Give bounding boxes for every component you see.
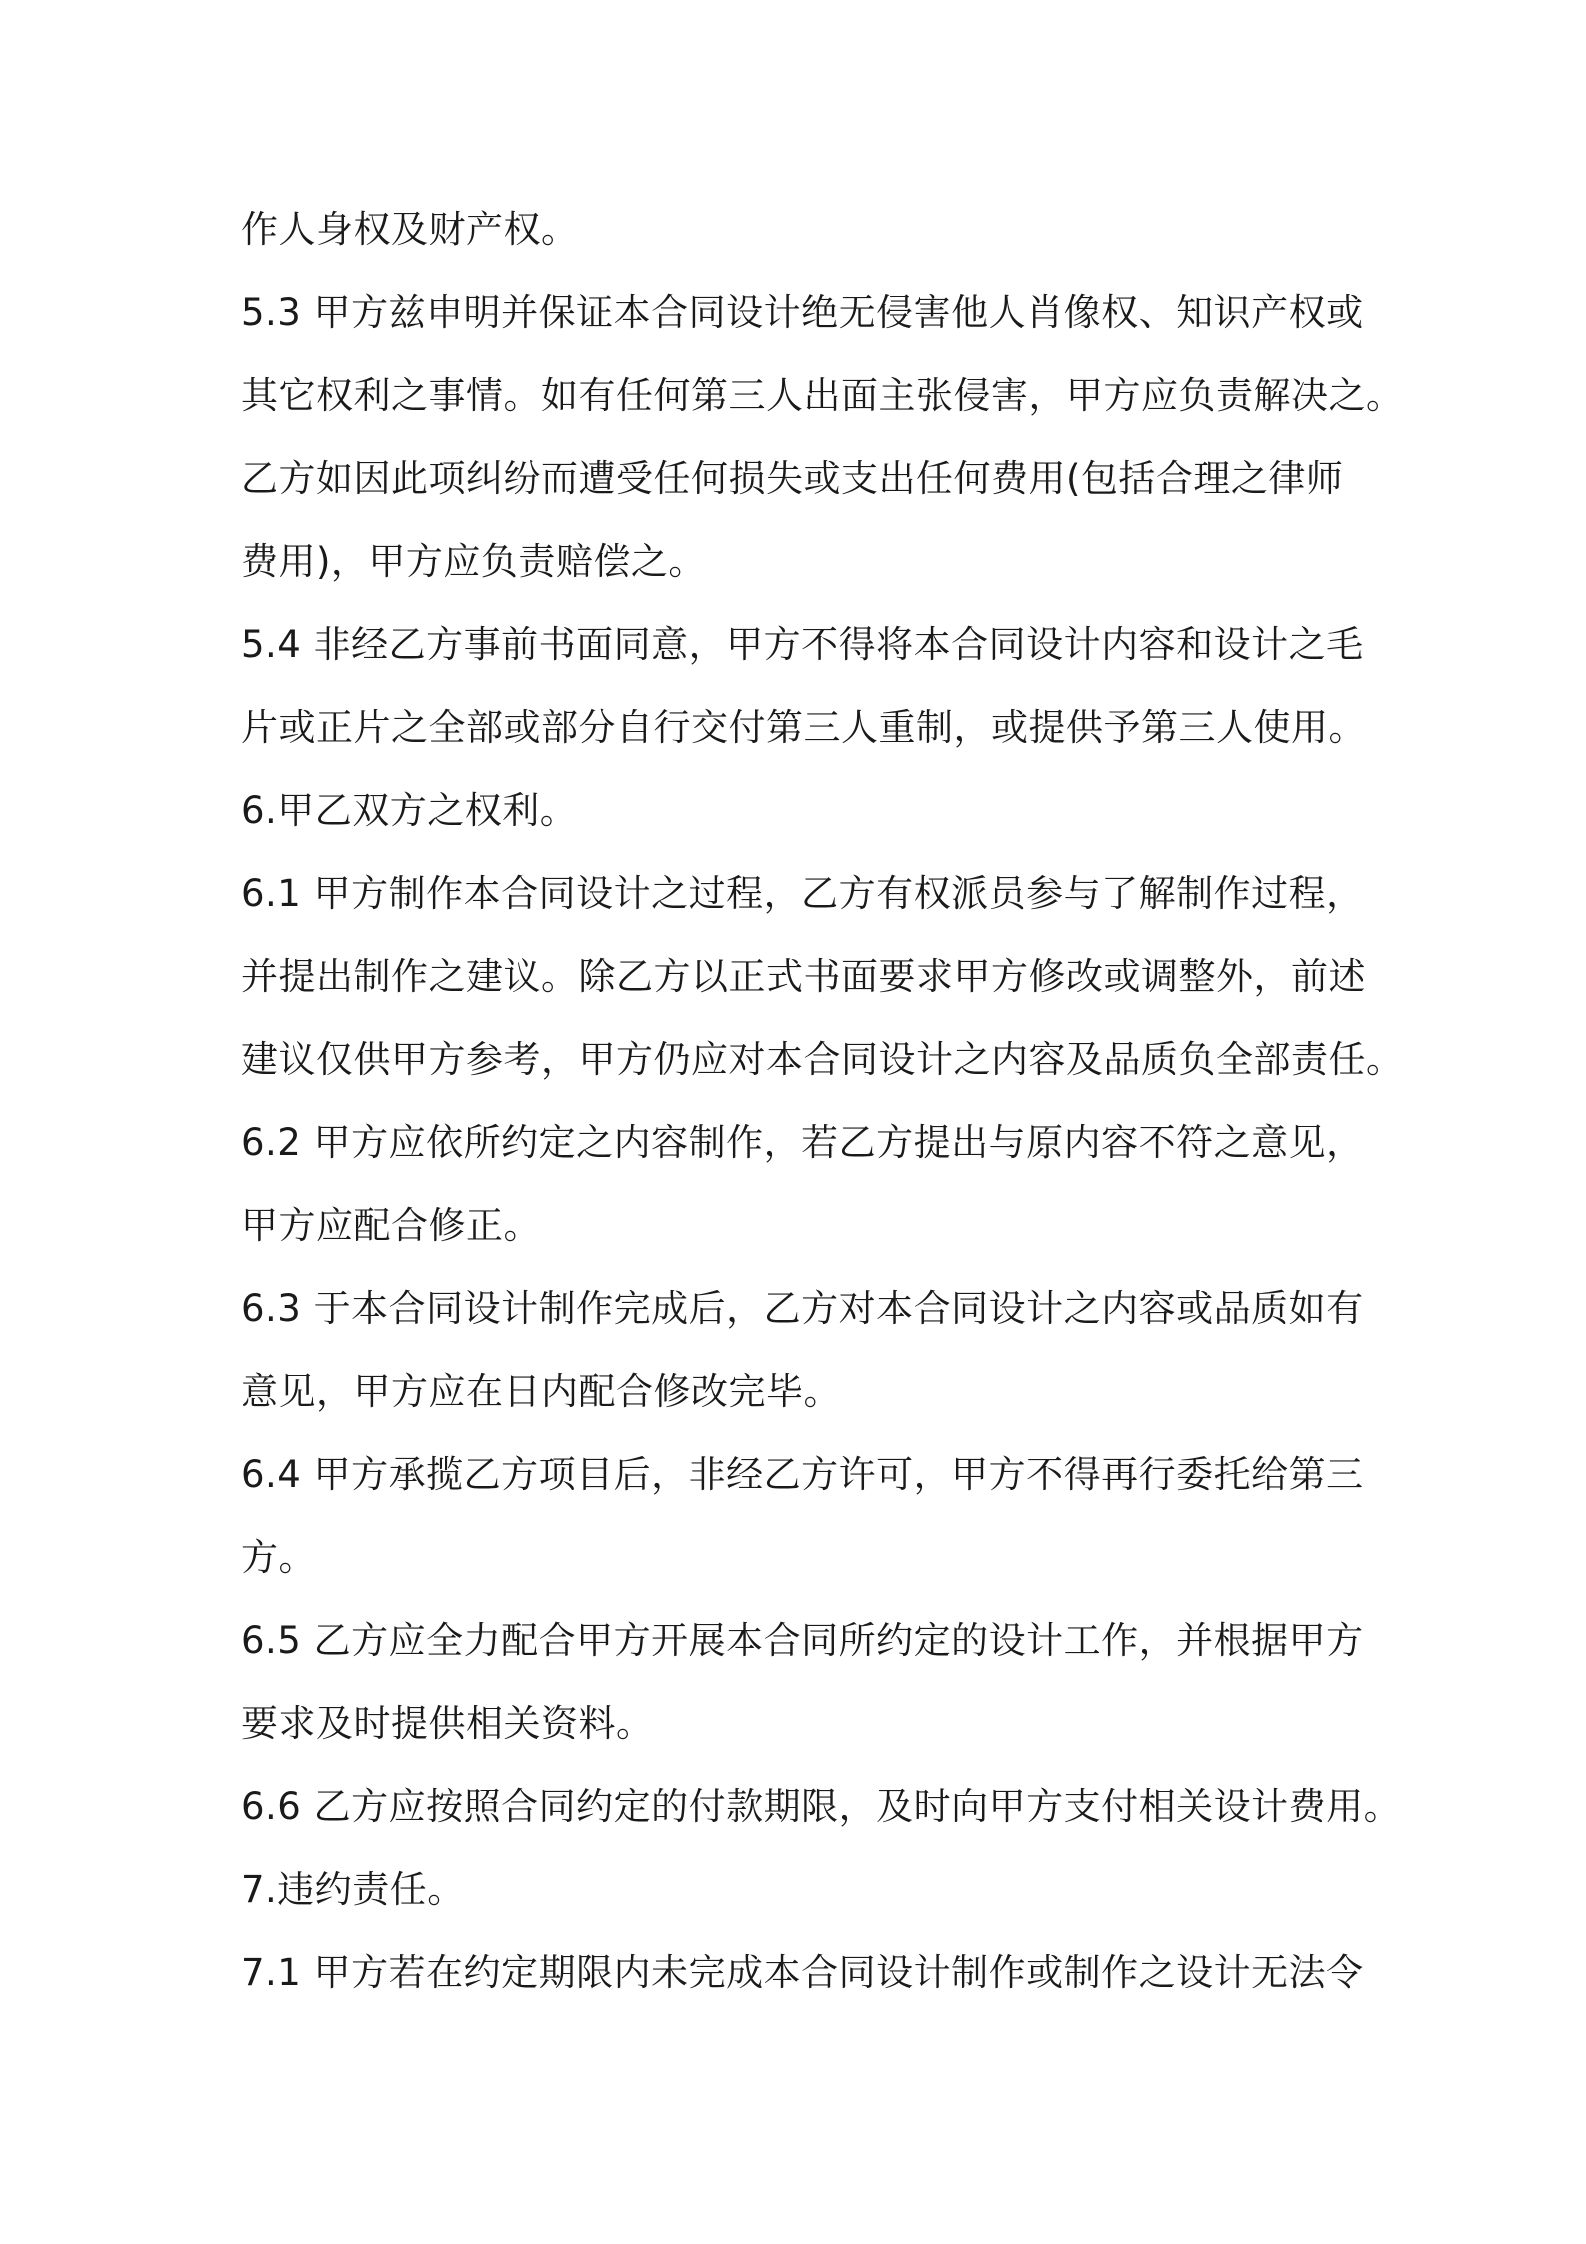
text-line: 甲方应配合修正。 — [241, 1204, 541, 1247]
text-line: 要求及时提供相关资料。 — [241, 1702, 654, 1745]
text-line: 乙方如因此项纠纷而遭受任何损失或支出任何费用(包括合理之律师 — [241, 457, 1344, 500]
text-line: 作人身权及财产权。 — [241, 208, 579, 251]
clause-5-3: 5.3 甲方兹申明并保证本合同设计绝无侵害他人肖像权、知识产权或 — [241, 291, 1364, 334]
clause-6-1: 6.1 甲方制作本合同设计之过程，乙方有权派员参与了解制作过程， — [241, 872, 1364, 915]
text-line: 费用)，甲方应负责赔偿之。 — [241, 540, 706, 583]
clause-6-5: 6.5 乙方应全力配合甲方开展本合同所约定的设计工作，并根据甲方 — [241, 1619, 1364, 1662]
text-line: 方。 — [241, 1536, 316, 1579]
text-line: 片或正片之全部或部分自行交付第三人重制，或提供予第三人使用。 — [241, 706, 1366, 749]
clause-7-1: 7.1 甲方若在约定期限内未完成本合同设计制作或制作之设计无法令 — [241, 1951, 1364, 1994]
text-line: 意见，甲方应在日内配合修改完毕。 — [241, 1370, 841, 1413]
clause-5-4: 5.4 非经乙方事前书面同意，甲方不得将本合同设计内容和设计之毛 — [241, 623, 1364, 666]
text-line: 建议仅供甲方参考，甲方仍应对本合同设计之内容及品质负全部责任。 — [241, 1038, 1404, 1081]
text-line: 并提出制作之建议。除乙方以正式书面要求甲方修改或调整外，前述 — [241, 955, 1366, 998]
section-6-heading: 6.甲乙双方之权利。 — [241, 789, 578, 832]
clause-6-4: 6.4 甲方承揽乙方项目后，非经乙方许可，甲方不得再行委托给第三 — [241, 1453, 1364, 1496]
section-7-heading: 7.违约责任。 — [241, 1868, 465, 1911]
text-line: 其它权利之事情。如有任何第三人出面主张侵害，甲方应负责解决之。 — [241, 374, 1404, 417]
clause-6-6: 6.6 乙方应按照合同约定的付款期限，及时向甲方支付相关设计费用。 — [241, 1785, 1402, 1828]
clause-6-2: 6.2 甲方应依所约定之内容制作，若乙方提出与原内容不符之意见， — [241, 1121, 1364, 1164]
clause-6-3: 6.3 于本合同设计制作完成后，乙方对本合同设计之内容或品质如有 — [241, 1287, 1364, 1330]
